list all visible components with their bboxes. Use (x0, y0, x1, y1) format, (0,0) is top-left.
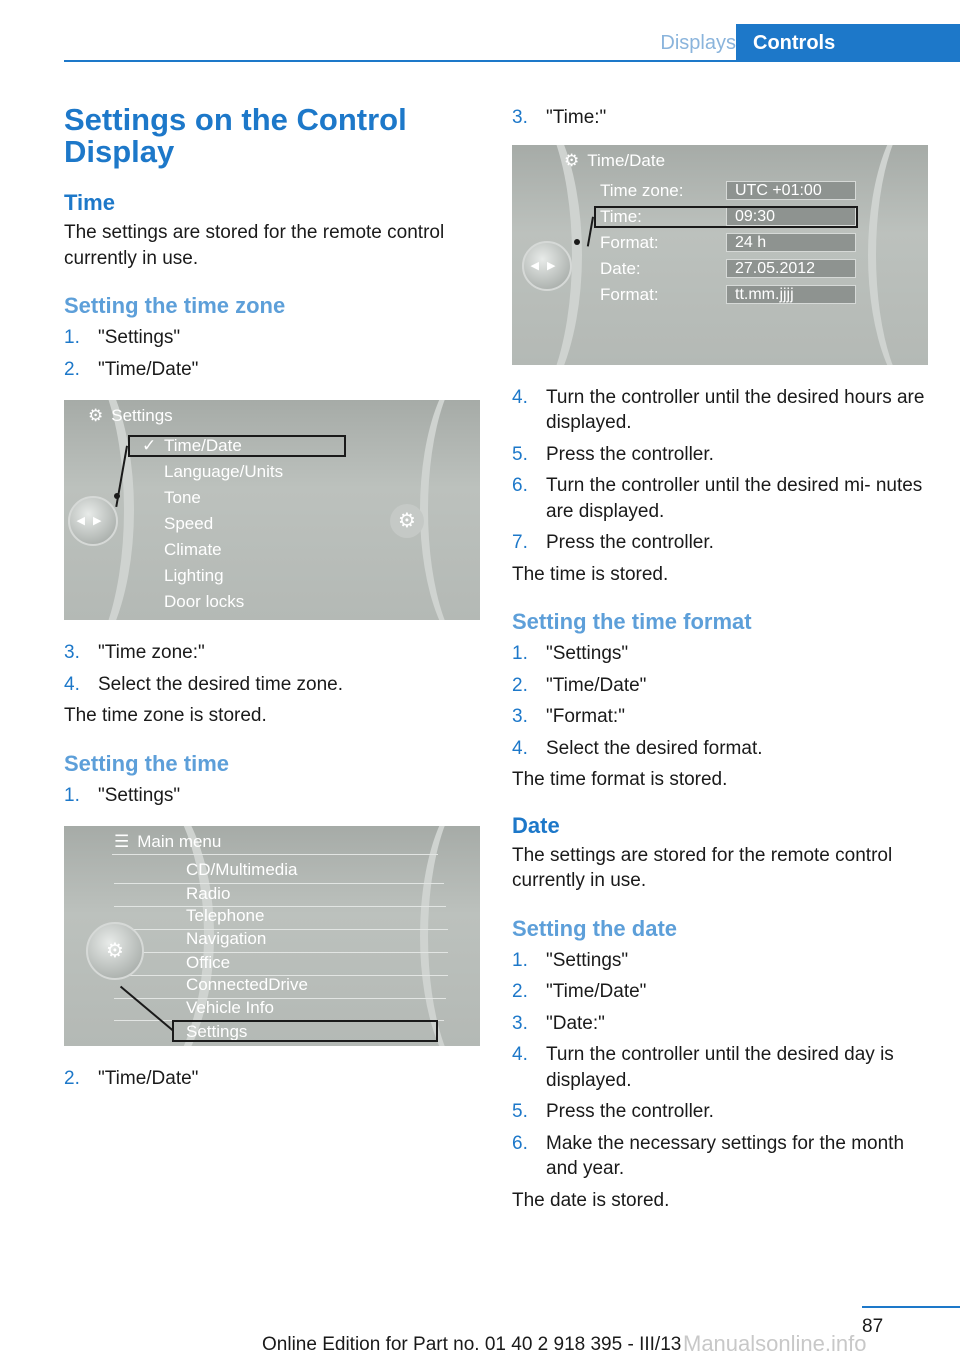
step-number: 1. (64, 784, 80, 806)
highlight-box (128, 435, 346, 457)
footer-rule (862, 1306, 960, 1308)
time-format-result: The time format is stored. (512, 769, 728, 790)
step-number: 4. (512, 1044, 528, 1065)
menu-icon: ☰ (114, 832, 130, 851)
gear-icon: ⚙ (106, 940, 124, 962)
controller-icon: ◀▶ (522, 241, 572, 291)
list-item (64, 783, 480, 809)
row-value-date: 27.05.2012 (726, 259, 856, 278)
step-number: 6. (512, 1132, 528, 1154)
list-item (64, 640, 480, 666)
time-heading: Time (64, 190, 115, 215)
list-item (512, 673, 928, 699)
step-text: Turn the controller until the desired hours are displayed. (546, 386, 925, 433)
step-text: "Settings" (546, 643, 629, 664)
list-item (512, 1131, 928, 1182)
step-number: 4. (512, 737, 528, 759)
step-number: 2. (512, 674, 528, 696)
step-text: Press the controller. (546, 532, 714, 553)
menu-item-telephone: Telephone (186, 906, 265, 925)
step-number: 1. (64, 327, 80, 348)
step-number: 3. (512, 107, 528, 128)
time-zone-steps-b (64, 640, 480, 697)
row-label-date: Date: (600, 258, 641, 278)
time-zone-result: The time zone is stored. (64, 705, 267, 726)
left-column (64, 100, 480, 1092)
step-number: 3. (512, 706, 528, 727)
controller-icon: ◀▶ (68, 496, 118, 546)
step-text: "Settings" (98, 327, 181, 348)
step-number: 4. (512, 386, 528, 408)
menu-item-radio: Radio (186, 884, 231, 903)
time-steps-c (512, 105, 928, 131)
step-number: 1. (512, 643, 528, 664)
time-format-heading: Setting the time format (512, 609, 752, 634)
list-item (512, 105, 928, 131)
list-item (512, 736, 928, 762)
list-item (512, 1099, 928, 1125)
list-item (512, 704, 928, 730)
step-number: 7. (512, 532, 528, 553)
screen-title: ⚙ Time/Date (564, 150, 666, 170)
step-text: "Time/Date" (546, 981, 647, 1002)
menu-item-connecteddrive: ConnectedDrive (186, 975, 308, 994)
list-item (64, 325, 480, 351)
step-text: Make the necessary settings for the month and year. (546, 1132, 905, 1179)
header-section: Displays (660, 32, 736, 54)
time-zone-heading: Setting the time zone (64, 293, 286, 318)
page-header (64, 24, 960, 62)
screen-title: ☰ Main menu (114, 832, 222, 851)
list-item (512, 473, 928, 524)
menu-item-navigation: Navigation (186, 929, 267, 948)
list-item (64, 1066, 480, 1092)
step-number: 2. (512, 981, 528, 1002)
menu-item-lighting: Lighting (164, 566, 224, 585)
row-value-time: 09:30 (726, 207, 856, 226)
time-date-screen (512, 145, 928, 365)
step-number: 4. (64, 673, 80, 695)
gear-icon: ⚙ (390, 504, 424, 538)
step-text: "Time/Date" (98, 358, 199, 380)
row-value-date-format: tt.mm.jjjj (726, 285, 856, 304)
menu-item-door-locks: Door locks (164, 592, 245, 611)
step-text: "Settings" (98, 784, 181, 806)
step-text: "Date:" (546, 1012, 605, 1034)
menu-item-settings: Settings (186, 1022, 248, 1041)
step-text: "Format:" (546, 706, 625, 727)
time-steps-a (64, 783, 480, 809)
step-text: "Time/Date" (546, 674, 647, 696)
menu-item-tone: Tone (164, 488, 201, 507)
page-number: 87 (862, 1316, 884, 1337)
main-menu-screen (64, 826, 480, 1046)
date-heading: Date (512, 812, 560, 838)
step-text: "Time:" (546, 107, 607, 128)
step-text: Press the controller. (546, 1101, 714, 1122)
step-number: 5. (512, 1101, 528, 1122)
gear-icon: ⚙ (88, 406, 104, 425)
list-item (512, 1042, 928, 1093)
date-steps (512, 948, 928, 1182)
row-label-date-format: Format: (600, 284, 659, 304)
right-column (512, 105, 928, 1213)
time-steps-d (512, 385, 928, 556)
step-number: 3. (512, 1012, 528, 1034)
settings-screen (64, 400, 480, 620)
page-title: Settings on the Control Display (64, 102, 407, 169)
list-item (512, 442, 928, 468)
row-label-format: Format: (600, 232, 659, 252)
step-text: "Time zone:" (98, 642, 205, 663)
date-result: The date is stored. (512, 1189, 670, 1211)
step-text: "Time/Date" (98, 1068, 199, 1089)
header-chapter: Controls (736, 24, 960, 62)
menu-item-time-date: Time/Date (164, 436, 242, 455)
step-number: 6. (512, 475, 528, 496)
row-label-time: Time: (600, 206, 642, 226)
setting-time-heading: Setting the time (64, 750, 230, 776)
menu-item-climate: Climate (164, 540, 222, 559)
menu-item-language-units: Language/Units (164, 462, 284, 481)
menu-item-speed: Speed (164, 514, 214, 533)
step-text: Turn the controller until the desired mi‐ nutes are displayed. (546, 475, 923, 522)
list-item (64, 357, 480, 383)
list-item (512, 385, 928, 436)
gear-icon: ⚙ (564, 150, 580, 170)
time-steps-b (64, 1066, 480, 1092)
time-zone-steps-a (64, 325, 480, 382)
list-item (512, 979, 928, 1005)
time-intro: The settings are stored for the remote control currently in use. (64, 222, 445, 269)
step-text: Turn the controller until the desired day is displayed. (546, 1044, 894, 1091)
list-item (512, 948, 928, 974)
step-text: Select the desired format. (546, 737, 763, 759)
step-text: "Settings" (546, 949, 629, 971)
list-item (512, 530, 928, 556)
time-result: The time is stored. (512, 563, 669, 585)
row-value-time-zone: UTC +01:00 (726, 181, 856, 200)
setting-date-heading: Setting the date (512, 915, 678, 941)
list-item (64, 672, 480, 698)
highlight-box (594, 206, 858, 228)
date-intro: The settings are stored for the remote control currently in use. (512, 844, 893, 891)
controller-icon (86, 922, 144, 980)
row-value-format: 24 h (726, 233, 856, 252)
check-icon: ✓ (142, 436, 157, 455)
list-item (512, 641, 928, 667)
time-format-steps (512, 641, 928, 761)
step-number: 3. (64, 642, 80, 663)
row-label-time-zone: Time zone: (600, 180, 684, 200)
edition-text: Online Edition for Part no. 01 40 2 918 395 - III/13 (262, 1334, 682, 1355)
step-number: 5. (512, 443, 528, 465)
step-number: 2. (64, 358, 80, 380)
watermark: Manualsonline.info (683, 1331, 867, 1356)
step-number: 2. (64, 1068, 80, 1089)
menu-item-cd-multimedia: CD/Multimedia (186, 860, 298, 879)
menu-item-vehicle-info: Vehicle Info (186, 998, 274, 1017)
menu-item-office: Office (186, 953, 231, 972)
step-number: 1. (512, 949, 528, 971)
screen-title: ⚙ Settings (88, 406, 173, 425)
step-text: Select the desired time zone. (98, 673, 344, 695)
list-item (512, 1011, 928, 1037)
step-text: Press the controller. (546, 443, 714, 465)
highlight-box (172, 1020, 438, 1042)
